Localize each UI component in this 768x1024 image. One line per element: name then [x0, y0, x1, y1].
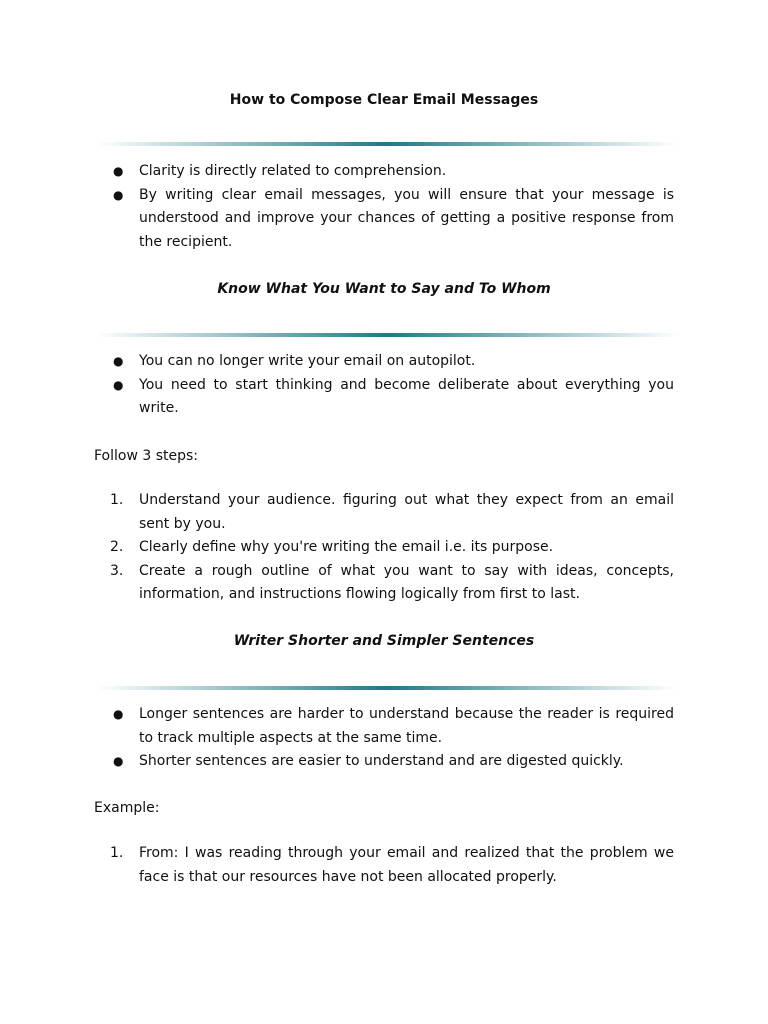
list-item [96, 536, 674, 560]
bullet-icon: ● [113, 377, 124, 392]
document-title: How to Compose Clear Email Messages [229, 92, 539, 108]
bullet-icon: ● [113, 164, 124, 178]
list-item-text: Clearly define why you're writing the email i.e. its purpose. [139, 539, 554, 556]
list-item-text: From: I was reading through your email and realized that the problem we face is that our resources have not been allocated properly. [139, 845, 674, 885]
list-number: 1. [110, 845, 124, 861]
list-item [96, 703, 674, 750]
list-item [96, 374, 674, 421]
list-item [96, 160, 674, 184]
list-item [96, 560, 674, 607]
list-item-text: Clarity is directly related to comprehension. [139, 163, 447, 179]
list-item [96, 184, 674, 255]
bullet-icon: ● [113, 354, 124, 368]
list-item-text: You need to start thinking and become deliberate about everything you write. [139, 376, 674, 417]
list-number: 1. [110, 492, 124, 508]
list-item-text: You can no longer write your email on autopilot. [139, 353, 476, 369]
list-item-text: Understand your audience. figuring out what they expect from an email sent by you. [139, 492, 674, 532]
section1-bullet-list [96, 350, 674, 421]
list-item-text: By writing clear email messages, you will ensure that your message is understood and improve your chances of getting a positive response from the recipient. [139, 186, 674, 250]
list-item [96, 842, 674, 889]
section2-bullet-list [96, 703, 674, 774]
intro-bullet-list [96, 160, 674, 254]
list-number: 3. [110, 562, 124, 579]
list-item-text: Longer sentences are harder to understand because the reader is required to track multiple aspects at the same time. [139, 706, 674, 746]
list-item [96, 489, 674, 536]
divider-rule [96, 142, 678, 146]
steps-list [96, 489, 674, 607]
steps-intro: Follow 3 steps: [94, 448, 199, 464]
list-item-text: Create a rough outline of what you want to say with ideas, concepts, information, and instructions flowing logically from first to last. [139, 562, 674, 603]
section-heading: Writer Shorter and Simpler Sentences [233, 633, 535, 649]
bullet-icon: ● [113, 707, 124, 721]
list-item [96, 750, 674, 774]
list-item-text: Shorter sentences are easier to understand and are digested quickly. [139, 753, 624, 770]
bullet-icon: ● [113, 754, 124, 769]
divider-rule [96, 333, 678, 337]
section-heading: Know What You Want to Say and To Whom [217, 281, 551, 297]
examples-list [96, 842, 674, 889]
example-label: Example: [94, 800, 160, 816]
bullet-icon: ● [113, 187, 124, 202]
list-number: 2. [110, 539, 124, 556]
list-item [96, 350, 674, 374]
divider-rule [96, 686, 678, 690]
